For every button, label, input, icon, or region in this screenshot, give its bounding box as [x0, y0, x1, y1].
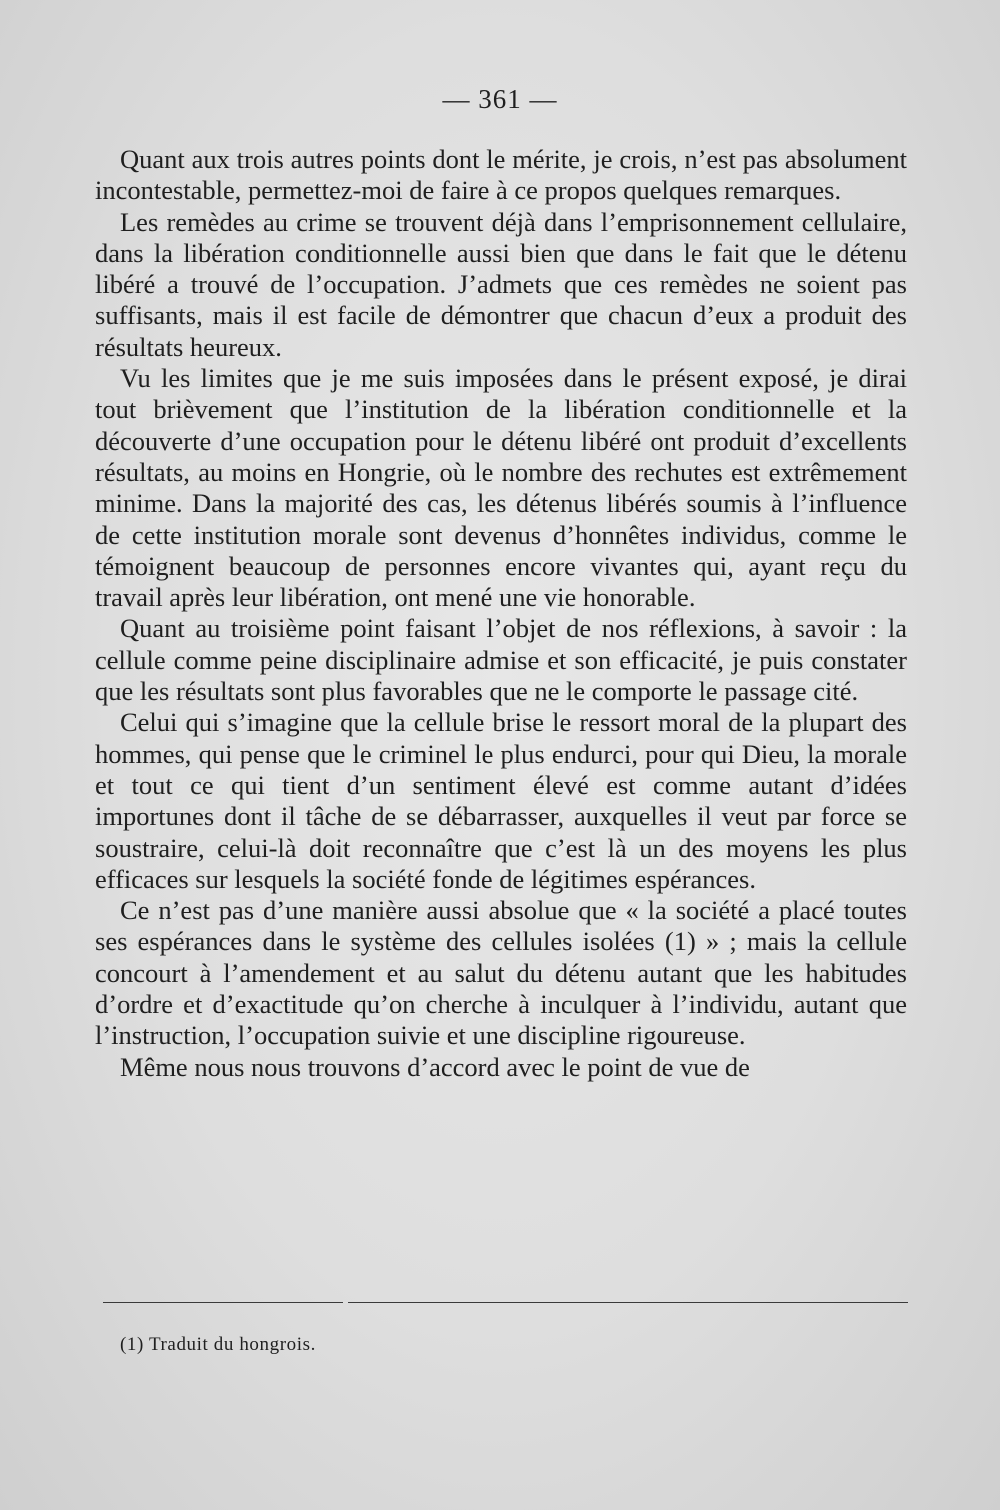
paragraph: Même nous nous trouvons d’accord avec le point de vue de	[120, 1051, 750, 1082]
paragraph: Vu les limites que je me suis imposées dans le présent exposé, je dirai tout brièvement que l’institution de la libération conditionnelle et la découverte d’une occupation pour le détenu libéré ont produit d’excellents résultats, au moins en Hongrie, où le nombre des rechutes est extrêmement minime. Dans la majorité des cas, les détenus libérés soumis à l’influence de cette institution morale sont devenus d’honnêtes individus, comme le témoignent beaucoup de personnes encore vivantes qui, ayant reçu du travail après leur libération, ont mené une vie honorable.	[95, 363, 907, 613]
footnote-divider-right	[348, 1302, 908, 1303]
paragraph: Les remèdes au crime se trouvent déjà dans l’emprisonnement cellulaire, dans la libération conditionnelle aussi bien que dans le fait que le détenu libéré a trouvé de l’occupation. J’admets que ces remèdes ne soient pas suffisants, mais il est facile de démontrer que chacun d’eux a produit des résultats heureux.	[95, 206, 907, 362]
paragraph: Quant au troisième point faisant l’objet de nos réflexions, à savoir : la cellule comme peine disciplinaire admise et son efficacité, je puis constater que les résultats sont plus favorables que ne le comporte le passage cité.	[95, 613, 907, 707]
paragraph: Quant aux trois autres points dont le mérite, je crois, n’est pas absolument incontestable, permettez-moi de faire à ce propos quelques remarques.	[95, 144, 907, 206]
paragraph: Celui qui s’imagine que la cellule brise le ressort moral de la plupart des hommes, qui pense que le criminel le plus endurci, pour qui Dieu, la morale et tout ce qui tient d’un sentiment élevé est comme autant d’idées importunes dont il tâche de se débarrasser, auxquelles il veut par force se soustraire, celui-là doit reconnaître que c’est là un des moyens les plus efficaces sur lesquels la société fonde de légitimes espérances.	[95, 707, 907, 894]
page-number: — 361 —	[442, 84, 558, 114]
body-text	[95, 144, 907, 1083]
footnote-divider-left	[103, 1302, 343, 1303]
paragraph: Ce n’est pas d’une manière aussi absolue que « la société a placé toutes ses espérances dans le système des cellules isolées (1) » ; mais la cellule concourt à l’amendement et au salut du détenu autant que les habitudes d’ordre et d’exactitude qu’on cherche à inculquer à l’individu, autant que l’instruction, l’occupation suivie et une discipline rigoureuse.	[95, 895, 907, 1051]
footnote: (1) Traduit du hongrois.	[120, 1334, 316, 1355]
